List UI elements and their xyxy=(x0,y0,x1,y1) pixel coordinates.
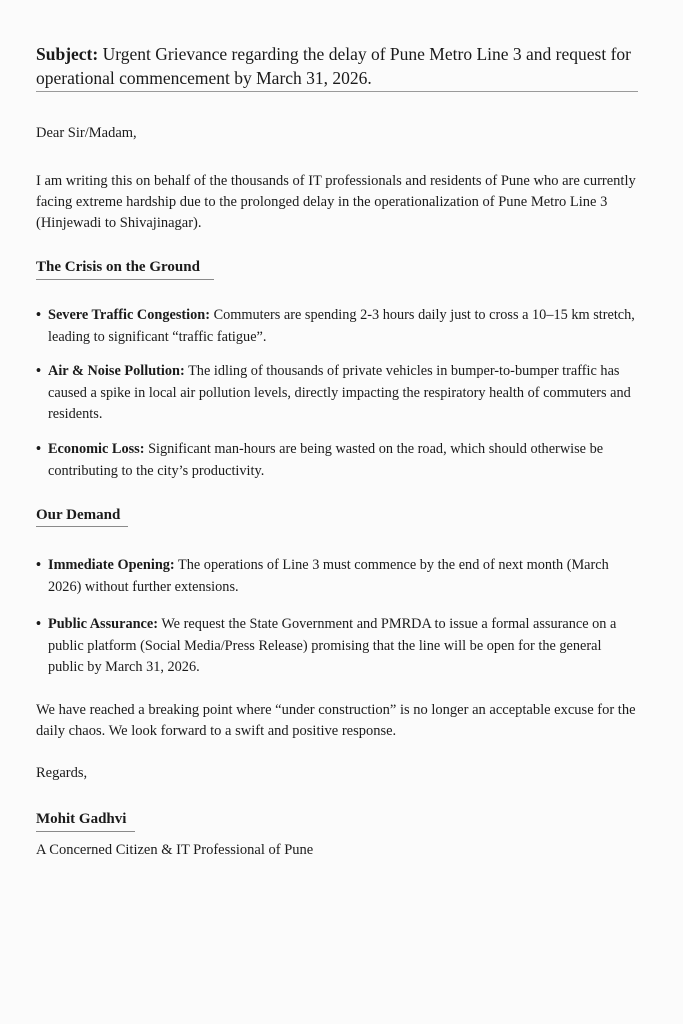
list-item-text: The operations of Line 3 must commence by the end of next month (March 2026) without further extensions. xyxy=(48,557,609,595)
list-item-lead: Economic Loss: xyxy=(48,441,145,457)
list-item xyxy=(36,614,636,679)
list-item-text: We request the State Government and PMRDA to issue a formal assurance on a public platform (Social Media/Press Release) promising that the line will be open for the general public by March 31, 2026. xyxy=(48,616,617,675)
bullet-icon: • xyxy=(36,363,42,379)
demand-heading-underline xyxy=(36,526,128,527)
crisis-heading: The Crisis on the Ground xyxy=(36,259,200,275)
list-item xyxy=(36,305,636,348)
bullet-icon: • xyxy=(36,557,42,573)
list-item xyxy=(36,361,636,426)
signature-title: A Concerned Citizen & IT Professional of Pune xyxy=(36,842,314,858)
signature-name: Mohit Gadhvi xyxy=(36,811,127,827)
bullet-icon: • xyxy=(36,616,42,632)
list-item-text: Commuters are spending 2-3 hours daily just to cross a 10–15 km stretch, leading to significant “traffic fatigue”. xyxy=(48,307,635,345)
bullet-icon: • xyxy=(36,441,42,457)
list-item xyxy=(36,439,636,482)
subject-line xyxy=(36,42,638,90)
salutation: Dear Sir/Madam, xyxy=(36,125,137,141)
intro-paragraph: I am writing this on behalf of the thousands of IT professionals and residents of Pune who are currently facing extreme hardship due to the prolonged delay in the operationalization of Pune Metro Line 3 (Hinjewadi to Shivajinagar). xyxy=(36,173,636,231)
bullet-icon: • xyxy=(36,307,42,323)
regards: Regards, xyxy=(36,765,88,781)
demand-heading: Our Demand xyxy=(36,507,121,523)
signature-underline xyxy=(36,831,135,832)
list-item xyxy=(36,555,636,598)
list-item-text: The idling of thousands of private vehicles in bumper-to-bumper traffic has caused a spike in local air pollution levels, directly impacting the respiratory health of commuters and residents. xyxy=(48,363,631,422)
list-item-lead: Immediate Opening: xyxy=(48,557,175,573)
subject-text: Urgent Grievance regarding the delay of Pune Metro Line 3 and request for operational commencement by March 31, 2026. xyxy=(36,44,631,88)
crisis-heading-underline xyxy=(36,279,214,280)
list-item-lead: Air & Noise Pollution: xyxy=(48,363,185,379)
closing-paragraph: We have reached a breaking point where “under construction” is no longer an acceptable excuse for the daily chaos. We look forward to a swift and positive response. xyxy=(36,702,636,739)
list-item-lead: Severe Traffic Congestion: xyxy=(48,307,210,323)
subject-label: Subject: xyxy=(36,44,99,64)
list-item-text: Significant man-hours are being wasted on the road, which should otherwise be contributing to the city’s productivity. xyxy=(48,441,604,479)
subject-divider xyxy=(36,91,638,92)
list-item-lead: Public Assurance: xyxy=(48,616,159,632)
